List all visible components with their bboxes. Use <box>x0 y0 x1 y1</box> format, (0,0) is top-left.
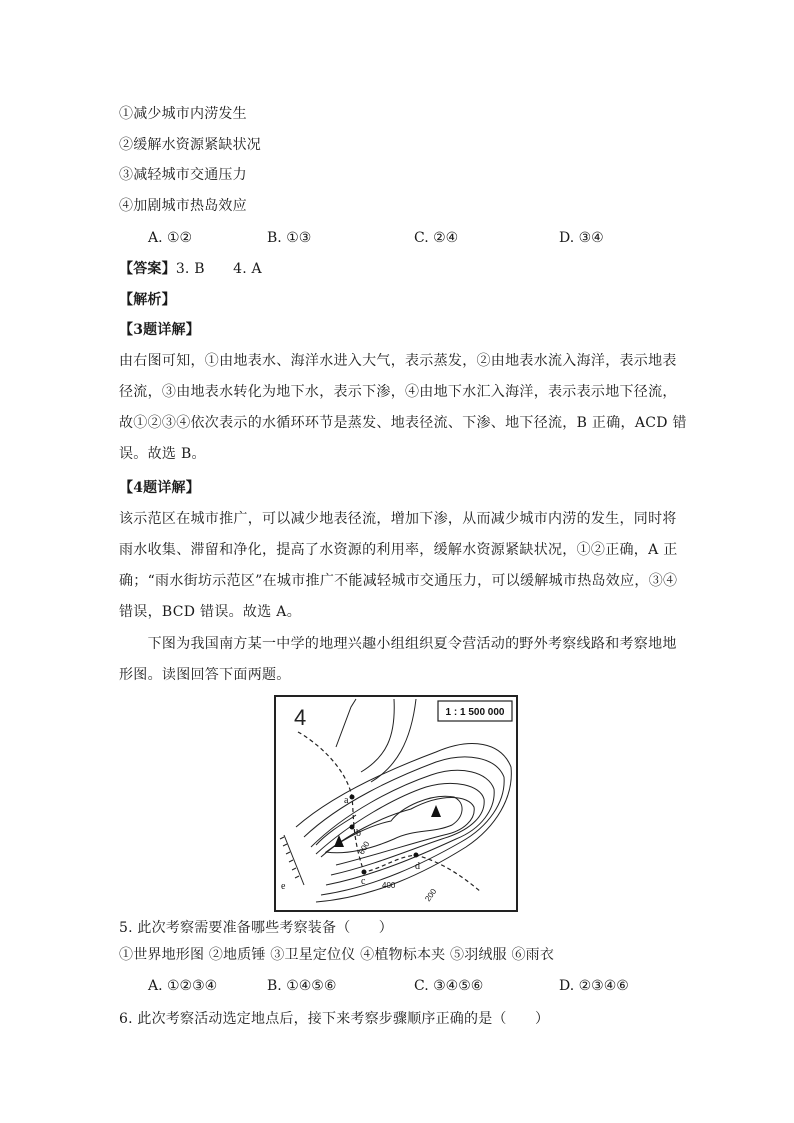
option-c: C. ②④ <box>414 230 459 246</box>
point-d-label: d <box>415 861 420 872</box>
ridge-line-1 <box>336 699 356 747</box>
q5-option-d: D. ②③④⑥ <box>559 978 629 994</box>
q3-explanation <box>119 352 687 476</box>
option-b: B. ①③ <box>267 230 312 246</box>
q3-line-2: 径流，③由地表水转化为地下水，表示下渗，④由地下水汇入海洋，表示表示地下径流， <box>119 384 677 400</box>
contour-label-600: 600 <box>356 839 372 856</box>
q3-line-3: 故①②③④依次表示的水循环环节是蒸发、地表径流、下渗、地下径流，B 正确，ACD 错 <box>119 415 687 431</box>
topographic-map <box>274 695 518 912</box>
item-2: ②缓解水资源紧缺状况 <box>119 137 261 153</box>
q3-label: 【3题详解】 <box>119 322 200 338</box>
cliff-symbol <box>280 835 304 885</box>
contour-label-200: 200 <box>423 887 439 904</box>
answer-label: 【答案】 <box>119 261 176 277</box>
contour-4 <box>316 783 484 875</box>
point-c-label: c <box>361 876 366 887</box>
intro-line-2: 形图。读图回答下面两题。 <box>119 667 291 683</box>
q5-items: ①世界地形图 ②地质锤 ③卫星定位仪 ④植物标本夹 ⑤羽绒服 ⑥雨衣 <box>119 947 555 963</box>
contour-label-400: 400 <box>382 881 396 890</box>
ridge-line-2 <box>361 699 394 772</box>
intro-paragraph <box>119 635 677 697</box>
point-a-marker <box>350 795 355 800</box>
q5-option-c: C. ③④⑤⑥ <box>414 978 484 994</box>
q4-line-3: 确；“雨水街坊示范区”在城市推广不能减轻城市交通压力，可以缓解城市热岛效应，③④ <box>119 573 678 589</box>
scale-label: 1 : 1 500 000 <box>445 707 505 718</box>
contour-lines <box>296 699 511 902</box>
q5-option-a: A. ①②③④ <box>148 978 218 994</box>
item-1: ①减少城市内涝发生 <box>119 106 247 122</box>
q4-line-1: 该示范区在城市推广，可以减少地表径流，增加下渗，从而减少城市内涝的发生，同时将 <box>119 511 677 527</box>
item-3: ③减轻城市交通压力 <box>119 167 247 183</box>
peak-icon-east <box>431 805 441 817</box>
option-a: A. ①② <box>148 230 193 246</box>
q4-line-4: 错误，BCD 错误。故选 A。 <box>119 604 301 620</box>
contour-left-upper <box>316 815 356 845</box>
q4-line-2: 雨水收集、滞留和净化，提高了水资源的利用率，缓解水资源紧缺状况，①②正确，A 正 <box>119 542 678 558</box>
q3-line-1: 由右图可知，①由地表水、海洋水进入大气，表示蒸发，②由地表水流入海洋，表示地表 <box>119 353 677 369</box>
intro-line-1: 下图为我国南方某一中学的地理兴趣小组组织夏令营活动的野外考察线路和考察地地 <box>119 636 677 652</box>
map-drawing <box>276 697 516 910</box>
q4-explanation <box>119 510 677 634</box>
contour-outer-1 <box>296 744 511 902</box>
answer-line <box>119 260 262 278</box>
survey-route <box>298 732 481 892</box>
point-b-label: b <box>356 828 361 839</box>
point-a-label: a <box>344 795 349 806</box>
north-arrow-icon: 4 <box>294 705 307 730</box>
option-d: D. ③④ <box>559 230 604 246</box>
point-c-marker <box>362 870 367 875</box>
q6-question: 6. 此次考察活动选定地点后，接下来考察步骤顺序正确的是（ ） <box>119 1011 550 1027</box>
point-d-marker <box>414 853 419 858</box>
point-b-marker <box>350 825 355 830</box>
q4-label: 【4题详解】 <box>119 480 200 496</box>
q3-line-4: 误。故选 B。 <box>119 446 206 462</box>
answer-text: 3. B 4. A <box>175 261 262 277</box>
item-4: ④加剧城市热岛效应 <box>119 198 247 214</box>
q5-question: 5. 此次考察需要准备哪些考察装备（ ） <box>119 920 394 936</box>
q5-option-b: B. ①④⑤⑥ <box>267 978 337 994</box>
point-e-label: e <box>281 881 286 892</box>
analysis-label: 【解析】 <box>119 292 176 308</box>
